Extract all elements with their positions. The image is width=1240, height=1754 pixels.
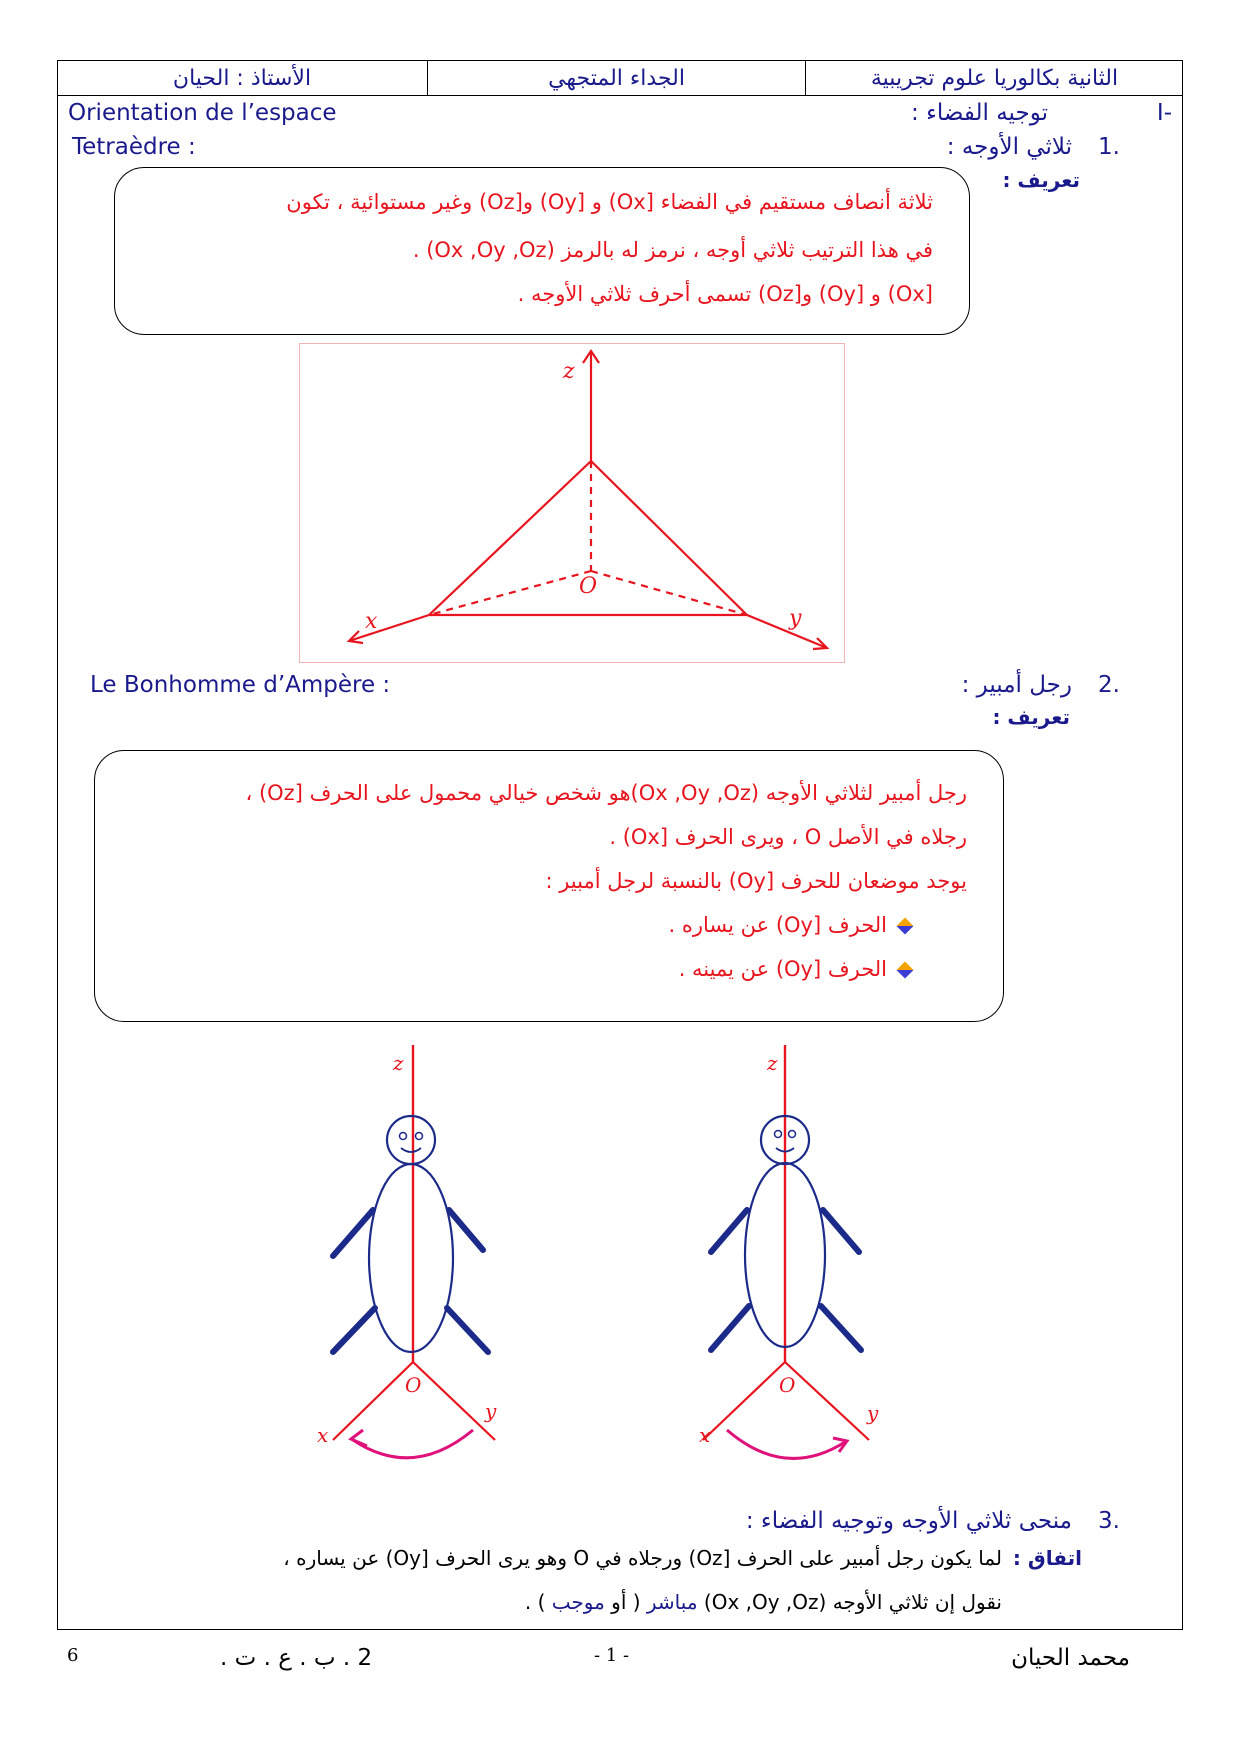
- box1-line-2: في هذا الترتيب ثلاثي أوجه ، نرمز له بالرمز (Ox ,Oy ,Oz) .: [412, 238, 933, 262]
- convention-line-1: لما يكون رجل أمبير على الحرف [Oz) ورجلاه في O وهو يرى الحرف [Oy) عن يساره ،: [283, 1546, 1002, 1570]
- sub2-definition-label: تعريف :: [992, 705, 1070, 729]
- header-teacher: الأستاذ : الحيان: [172, 65, 312, 91]
- sub1-number: 1.: [1098, 134, 1120, 160]
- ampere-man-left: [317, 1045, 497, 1458]
- sub2-title-fr: Le Bonhomme d’Ampère :: [90, 672, 391, 698]
- sub2-title-ar: رجل أمبير :: [961, 672, 1072, 698]
- box2-line-2: رجلاه في الأصل O ، ويرى الحرف [Ox) .: [609, 825, 967, 849]
- footer-author: محمد الحيان: [1011, 1645, 1130, 1671]
- trihedron-figure: [299, 343, 845, 663]
- section-title-fr: Orientation de l’espace: [68, 100, 337, 126]
- header-level: الثانية بكالوريا علوم تجريبية: [805, 60, 1183, 96]
- ampere-men-figure: [233, 1040, 953, 1500]
- sub3-number: 3.: [1098, 1508, 1120, 1534]
- box1-line-1: ثلاثة أنصاف مستقيم في الفضاء [Ox) و [Oy) و[Oz) وغير مستوائية ، تكون: [286, 190, 933, 214]
- box1-line-3: [Ox) و [Oy) و[Oz) تسمى أحرف ثلاثي الأوجه .: [517, 282, 933, 306]
- box2-bullet-2: الحرف [Oy) عن يمينه .: [679, 957, 911, 981]
- label-origin: O: [579, 574, 598, 599]
- header-table: [57, 60, 1183, 96]
- svg-text:O: O: [405, 1373, 422, 1397]
- positive-keyword: موجب: [551, 1590, 605, 1614]
- label-x: x: [365, 609, 378, 634]
- direct-keyword: مباشر: [646, 1590, 698, 1614]
- svg-text:O: O: [779, 1373, 796, 1397]
- sub2-number: 2.: [1098, 672, 1120, 698]
- box2-line-1: رجل أمبير لثلاثي الأوجه (Ox ,Oy ,Oz)هو شخص خيالي محمول على الحرف [Oz) ،: [245, 781, 967, 805]
- svg-text:x: x: [317, 1423, 329, 1447]
- box2-line-3: يوجد موضعان للحرف [Oy) بالنسبة لرجل أمبير :: [545, 869, 967, 893]
- head-icon: [387, 1116, 435, 1164]
- section-number: I-: [1156, 100, 1172, 126]
- axis-y: [747, 615, 827, 648]
- header-lesson-title: الجداء المتجهي: [427, 60, 805, 96]
- body-icon: [369, 1164, 453, 1352]
- svg-text:z: z: [393, 1051, 404, 1075]
- svg-text:y: y: [867, 1401, 879, 1425]
- sub1-definition-label: تعريف :: [1002, 168, 1080, 192]
- sub3-title-ar: منحى ثلاثي الأوجه وتوجيه الفضاء :: [745, 1508, 1072, 1534]
- footer-number: 6: [67, 1645, 79, 1666]
- convention-line-2: نقول إن ثلاثي الأوجه (Ox ,Oy ,Oz) مباشر ( أو موجب ) .: [524, 1590, 1002, 1614]
- svg-text:y: y: [485, 1399, 497, 1423]
- definition-box-trihedron: [114, 167, 970, 335]
- definition-box-ampere: [94, 750, 1004, 1022]
- sub1-title-ar: ثلاثي الأوجه :: [946, 134, 1072, 160]
- footer-page-number: - 1 -: [594, 1645, 630, 1666]
- section-title-ar: توجيه الفضاء :: [911, 100, 1048, 126]
- svg-text:z: z: [767, 1051, 778, 1075]
- convention-label: اتفاق :: [1012, 1546, 1082, 1570]
- label-y: y: [789, 606, 802, 631]
- sub1-title-fr: Tetraèdre :: [72, 134, 196, 160]
- footer-level: 2 . ب . ع . ت .: [220, 1645, 373, 1671]
- ampere-man-right: [699, 1045, 879, 1458]
- bullet-icon: [897, 918, 914, 935]
- bullet-icon: [897, 962, 914, 979]
- axis-x: [349, 615, 429, 641]
- svg-text:x: x: [699, 1423, 711, 1447]
- label-z: z: [563, 359, 575, 384]
- box2-bullet-1: الحرف [Oy) عن يساره .: [668, 913, 911, 937]
